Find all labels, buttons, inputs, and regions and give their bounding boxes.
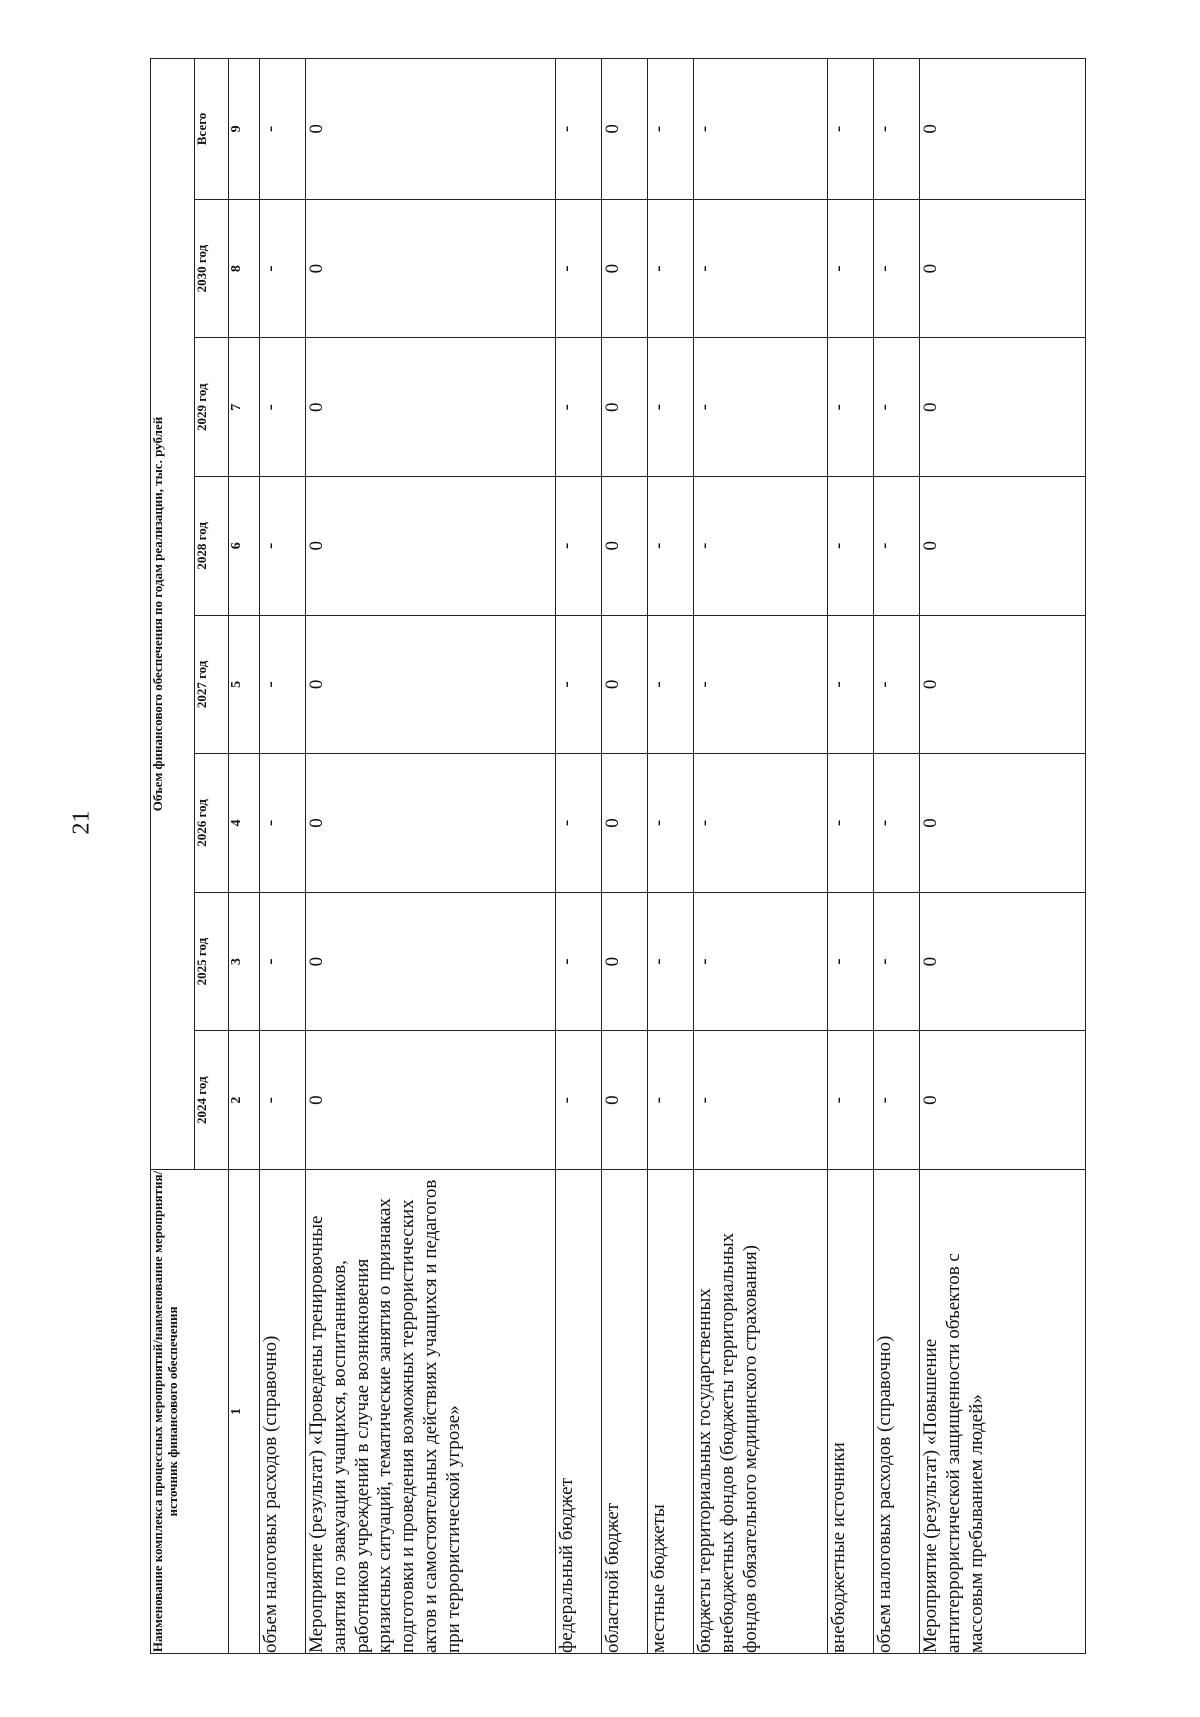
- cell-value: -: [260, 59, 306, 200]
- cell-value: -: [694, 892, 828, 1031]
- cell-value: -: [828, 59, 874, 200]
- column-number: 5: [229, 615, 260, 754]
- cell-value: -: [556, 1031, 602, 1170]
- cell-value: 0: [306, 892, 556, 1031]
- cell-value: 0: [920, 199, 1086, 338]
- cell-value: -: [874, 59, 920, 200]
- cell-value: -: [828, 615, 874, 754]
- cell-value: -: [694, 754, 828, 893]
- cell-value: -: [260, 615, 306, 754]
- rotated-table-container: [150, 58, 1086, 1654]
- row-label: областной бюджет: [602, 1169, 648, 1653]
- cell-value: 0: [306, 615, 556, 754]
- table-row: [648, 59, 694, 1654]
- cell-value: 0: [920, 477, 1086, 616]
- cell-value: -: [694, 1031, 828, 1170]
- cell-value: -: [260, 477, 306, 616]
- header-total: Всего: [195, 59, 229, 200]
- cell-value: -: [260, 754, 306, 893]
- cell-value: 0: [602, 615, 648, 754]
- cell-value: -: [828, 892, 874, 1031]
- cell-value: 0: [602, 59, 648, 200]
- cell-value: 0: [306, 1031, 556, 1170]
- table-row: [556, 59, 602, 1654]
- cell-value: 0: [306, 477, 556, 616]
- cell-value: -: [874, 338, 920, 477]
- cell-value: -: [556, 477, 602, 616]
- cell-value: -: [874, 1031, 920, 1170]
- cell-value: 0: [602, 892, 648, 1031]
- row-label: объем налоговых расходов (справочно): [260, 1169, 306, 1653]
- row-label: местные бюджеты: [648, 1169, 694, 1653]
- cell-value: -: [648, 1031, 694, 1170]
- cell-value: 0: [602, 477, 648, 616]
- cell-value: -: [648, 754, 694, 893]
- cell-value: -: [648, 338, 694, 477]
- column-number: 9: [229, 59, 260, 200]
- cell-value: -: [694, 477, 828, 616]
- table-row: [920, 59, 1086, 1654]
- cell-value: -: [828, 199, 874, 338]
- cell-value: 0: [306, 199, 556, 338]
- table-row: [306, 59, 556, 1654]
- cell-value: -: [648, 59, 694, 200]
- column-number: 6: [229, 477, 260, 616]
- row-label: Мероприятие (результат) «Повышение антитеррористической защищенности объектов с массовым пребыванием людей»: [920, 1169, 1086, 1653]
- header-volume: Объем финансового обеспечения по годам реализации, тыс. рублей: [151, 59, 195, 1170]
- table-row: [602, 59, 648, 1654]
- financing-table: [150, 58, 1086, 1654]
- cell-value: -: [694, 199, 828, 338]
- cell-value: 0: [306, 754, 556, 893]
- cell-value: -: [260, 338, 306, 477]
- column-number: 8: [229, 199, 260, 338]
- cell-value: -: [828, 754, 874, 893]
- table-row: [694, 59, 828, 1654]
- cell-value: -: [694, 59, 828, 200]
- table-row: [828, 59, 874, 1654]
- cell-value: -: [556, 615, 602, 754]
- cell-value: -: [648, 615, 694, 754]
- cell-value: -: [874, 615, 920, 754]
- cell-value: -: [556, 754, 602, 893]
- header-year: 2030 год: [195, 199, 229, 338]
- cell-value: -: [828, 477, 874, 616]
- cell-value: -: [260, 892, 306, 1031]
- table-row: [874, 59, 920, 1654]
- column-number: 2: [229, 1031, 260, 1170]
- cell-value: -: [648, 892, 694, 1031]
- header-year: 2029 год: [195, 338, 229, 477]
- cell-value: 0: [602, 338, 648, 477]
- cell-value: -: [874, 892, 920, 1031]
- cell-value: 0: [602, 754, 648, 893]
- cell-value: -: [556, 59, 602, 200]
- row-label: бюджеты территориальных государственных внебюджетных фондов (бюджеты территориальных фондов обязательного медицинского страхования): [694, 1169, 828, 1653]
- header-name-column: Наименование комплекса процессных мероприятий/наименование мероприятия/ источник финансового обеспечения: [151, 1169, 229, 1653]
- cell-value: -: [874, 199, 920, 338]
- cell-value: -: [556, 338, 602, 477]
- cell-value: -: [260, 1031, 306, 1170]
- cell-value: -: [694, 615, 828, 754]
- column-number: 4: [229, 754, 260, 893]
- cell-value: 0: [602, 1031, 648, 1170]
- cell-value: -: [694, 338, 828, 477]
- cell-value: 0: [602, 199, 648, 338]
- column-number: 7: [229, 338, 260, 477]
- cell-value: -: [828, 1031, 874, 1170]
- row-label: объем налоговых расходов (справочно): [874, 1169, 920, 1653]
- column-number: 3: [229, 892, 260, 1031]
- row-label: внебюджетные источники: [828, 1169, 874, 1653]
- cell-value: -: [556, 199, 602, 338]
- cell-value: 0: [920, 754, 1086, 893]
- cell-value: -: [260, 199, 306, 338]
- table-row: [260, 59, 306, 1654]
- header-year: 2024 год: [195, 1031, 229, 1170]
- cell-value: 0: [920, 338, 1086, 477]
- cell-value: -: [648, 477, 694, 616]
- header-year: 2025 год: [195, 892, 229, 1031]
- header-year: 2028 год: [195, 477, 229, 616]
- cell-value: 0: [920, 59, 1086, 200]
- cell-value: 0: [306, 338, 556, 477]
- cell-value: -: [874, 754, 920, 893]
- cell-value: -: [874, 477, 920, 616]
- cell-value: -: [828, 338, 874, 477]
- cell-value: 0: [920, 892, 1086, 1031]
- cell-value: -: [648, 199, 694, 338]
- cell-value: 0: [920, 1031, 1086, 1170]
- page-number: 21: [68, 810, 95, 835]
- header-year: 2026 год: [195, 754, 229, 893]
- row-label: Мероприятие (результат) «Проведены тренировочные занятия по эвакуации учащихся, воспитанников, работников учреждений в случае возникновения кризисных ситуаций, тематические занятия о признаках подготовки и проведения возможных террористических актов и самостоятельных действиях учащихся и педагогов при террористической угрозе»: [306, 1169, 556, 1653]
- cell-value: 0: [306, 59, 556, 200]
- column-number: 1: [229, 1169, 260, 1653]
- cell-value: -: [556, 892, 602, 1031]
- cell-value: 0: [920, 615, 1086, 754]
- header-year: 2027 год: [195, 615, 229, 754]
- row-label: федеральный бюджет: [556, 1169, 602, 1653]
